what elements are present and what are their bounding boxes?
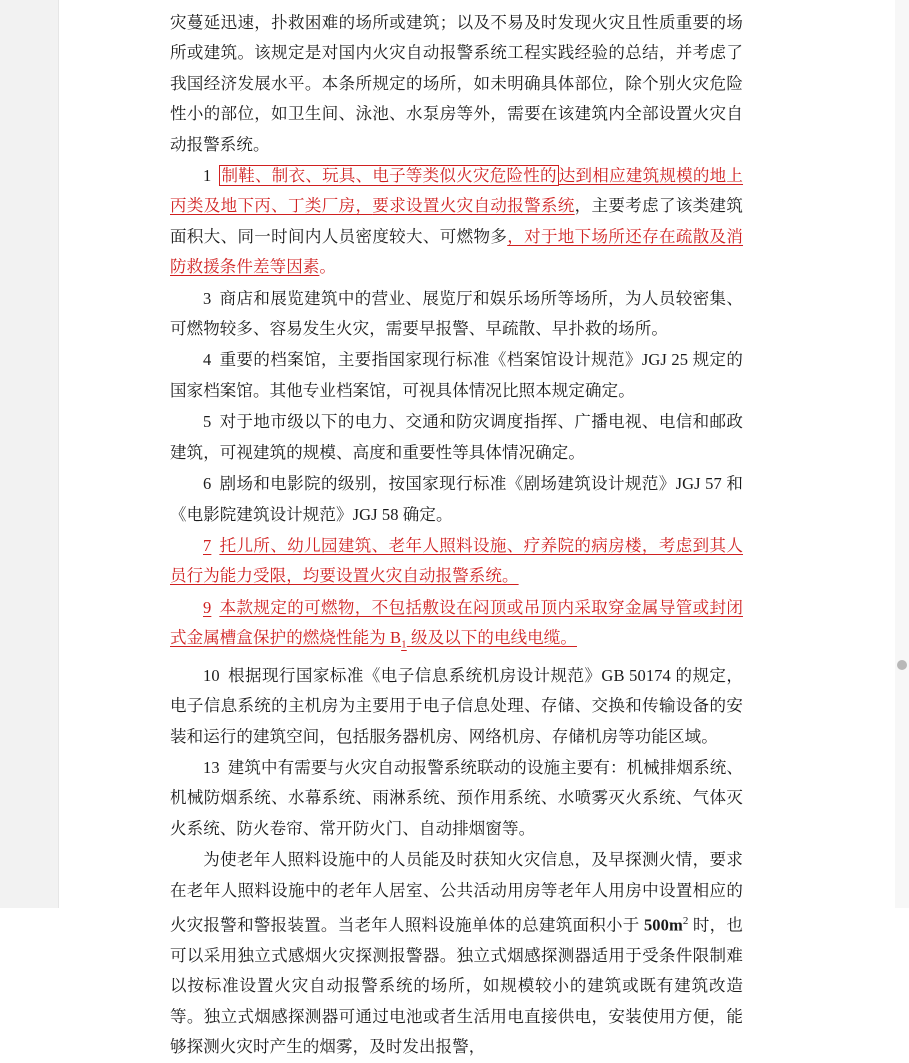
- paragraph-text: 建筑中有需要与火灾自动报警系统联动的设施主要有：机械排烟系统、机械防烟系统、水幕系统、雨淋系统、预作用系统、水喷雾灭火系统、气体灭火系统、防火卷帘、常开防火门、自动排烟窗等。: [170, 758, 743, 838]
- scrollbar-thumb[interactable]: [897, 660, 907, 670]
- paragraph-text-after: 时，也可以采用独立式感烟火灾探测报警器。独立式烟感探测器适用于受条件限制难以按标准设置火灾自动报警系统的场所，如规模较小的建筑或既有建筑改造等。独立式烟感探测器可通过电池或者生活用电直接供电，安装使用方便，能够探测火灾时产生的烟雾，及时发出报警，: [170, 915, 744, 1057]
- inserted-paragraph-text-before: 本款规定的可燃物，不包括敷设在闷顶或吊顶内采取穿金属导管或封闭式金属槽盒保护的燃烧性能为 B: [170, 597, 743, 648]
- inserted-paragraph-text-after: 级及以下的电线电缆。: [406, 628, 577, 648]
- paragraph-text: 根据现行国家标准《电子信息系统机房设计规范》GB 50174 的规定，电子信息系统的主机房为主要用于电子信息处理、存储、交换和传输设备的安装和运行的建筑空间，包括服务器机房、网络机房、存储机房等功能区域。: [170, 665, 743, 746]
- paragraph-item-3: [170, 284, 743, 345]
- item-number: 6: [203, 474, 212, 494]
- deleted-boxed-text: 制鞋、制衣、玩具、电子等类似火灾危险性的: [221, 166, 557, 186]
- paragraph-item-7-inserted: [170, 531, 743, 592]
- scrollbar-track[interactable]: [895, 0, 909, 908]
- item-number: 13: [203, 758, 220, 778]
- item-number: 7: [203, 535, 212, 555]
- paragraph-text: 重要的档案馆，主要指国家现行标准《档案馆设计规范》JGJ 25 规定的国家档案馆。其他专业档案馆，可视具体情况比照本规定确定。: [170, 350, 743, 400]
- item-number: 3: [203, 288, 212, 308]
- paragraph-item-9-inserted: [170, 593, 743, 660]
- paragraph-continuation: [170, 8, 743, 160]
- area-value: 500m: [643, 915, 683, 935]
- paragraph-item-1-edited: [170, 161, 743, 283]
- paragraph-item-10: [170, 661, 743, 752]
- paragraph-text: 剧场和电影院的级别，按国家现行标准《剧场建筑设计规范》JGJ 57 和《电影院建筑设计规范》JGJ 58 确定。: [170, 474, 743, 524]
- subscript-value: 1: [401, 638, 407, 651]
- paragraph-item-5: [170, 407, 743, 468]
- superscript-value: 2: [682, 915, 689, 928]
- inserted-text-3: ，对于地下场所还存在疏散及消防救援条件差等因素: [170, 226, 744, 277]
- page-left-margin: [0, 0, 59, 908]
- paragraph-item-6: [170, 469, 743, 530]
- inserted-paragraph-text: 托儿所、幼儿园建筑、老年人照料设施、疗养院的病房楼，考虑到其人员行为能力受限，均要设置火灾自动报警系统。: [170, 535, 743, 586]
- inserted-period: 。: [319, 257, 337, 277]
- item-number: 9: [203, 597, 212, 617]
- item-number: 10: [203, 665, 220, 685]
- unchanged-text: ，主要考虑了该类建筑面积大、同一时间内人员密度较大、可燃物多: [170, 196, 744, 246]
- paragraph-text: 对于地市级以下的电力、交通和防灾调度指挥、广播电视、电信和邮政建筑，可视建筑的规模、高度和重要性等具体情况确定。: [170, 412, 743, 462]
- paragraph-text-before: 为使老年人照料设施中的人员能及时获知火灾信息，及早探测火情，要求在老年人照料设施中的老年人居室、公共活动用房等老年人用房中设置相应的火灾报警和警报装置。当老年人照料设施单体的总建筑面积小于: [170, 850, 743, 935]
- document-text-column: [170, 0, 744, 1057]
- item-number: 4: [203, 350, 212, 370]
- item-number: 1: [203, 166, 212, 186]
- paragraph-item-13: [170, 753, 743, 844]
- paragraph-text: 灾蔓延迅速，扑救困难的场所或建筑；以及不易及时发现火灾且性质重要的场所或建筑。该规定是对国内火灾自动报警系统工程实践经验的总结，并考虑了我国经济发展水平。本条所规定的场所，如未明确具体部位，除个别火灾危险性小的部位，如卫生间、泳池、水泵房等外，需要在该建筑内全部设置火灾自动报警系统。: [170, 13, 743, 154]
- paragraph-item-4: [170, 345, 743, 406]
- paragraph-text: 商店和展览建筑中的营业、展览厅和娱乐场所等场所，为人员较密集、可燃物较多、容易发生火灾，需要早报警、早疏散、早扑救的场所。: [170, 288, 743, 339]
- item-number: 5: [203, 412, 212, 432]
- inserted-text-1: 达到相应建筑规模的地上丙类及地下丙、丁类厂房，: [170, 166, 744, 216]
- inserted-text-2: 要求设置火灾自动报警系统: [372, 196, 575, 216]
- paragraph-final: [170, 845, 743, 1062]
